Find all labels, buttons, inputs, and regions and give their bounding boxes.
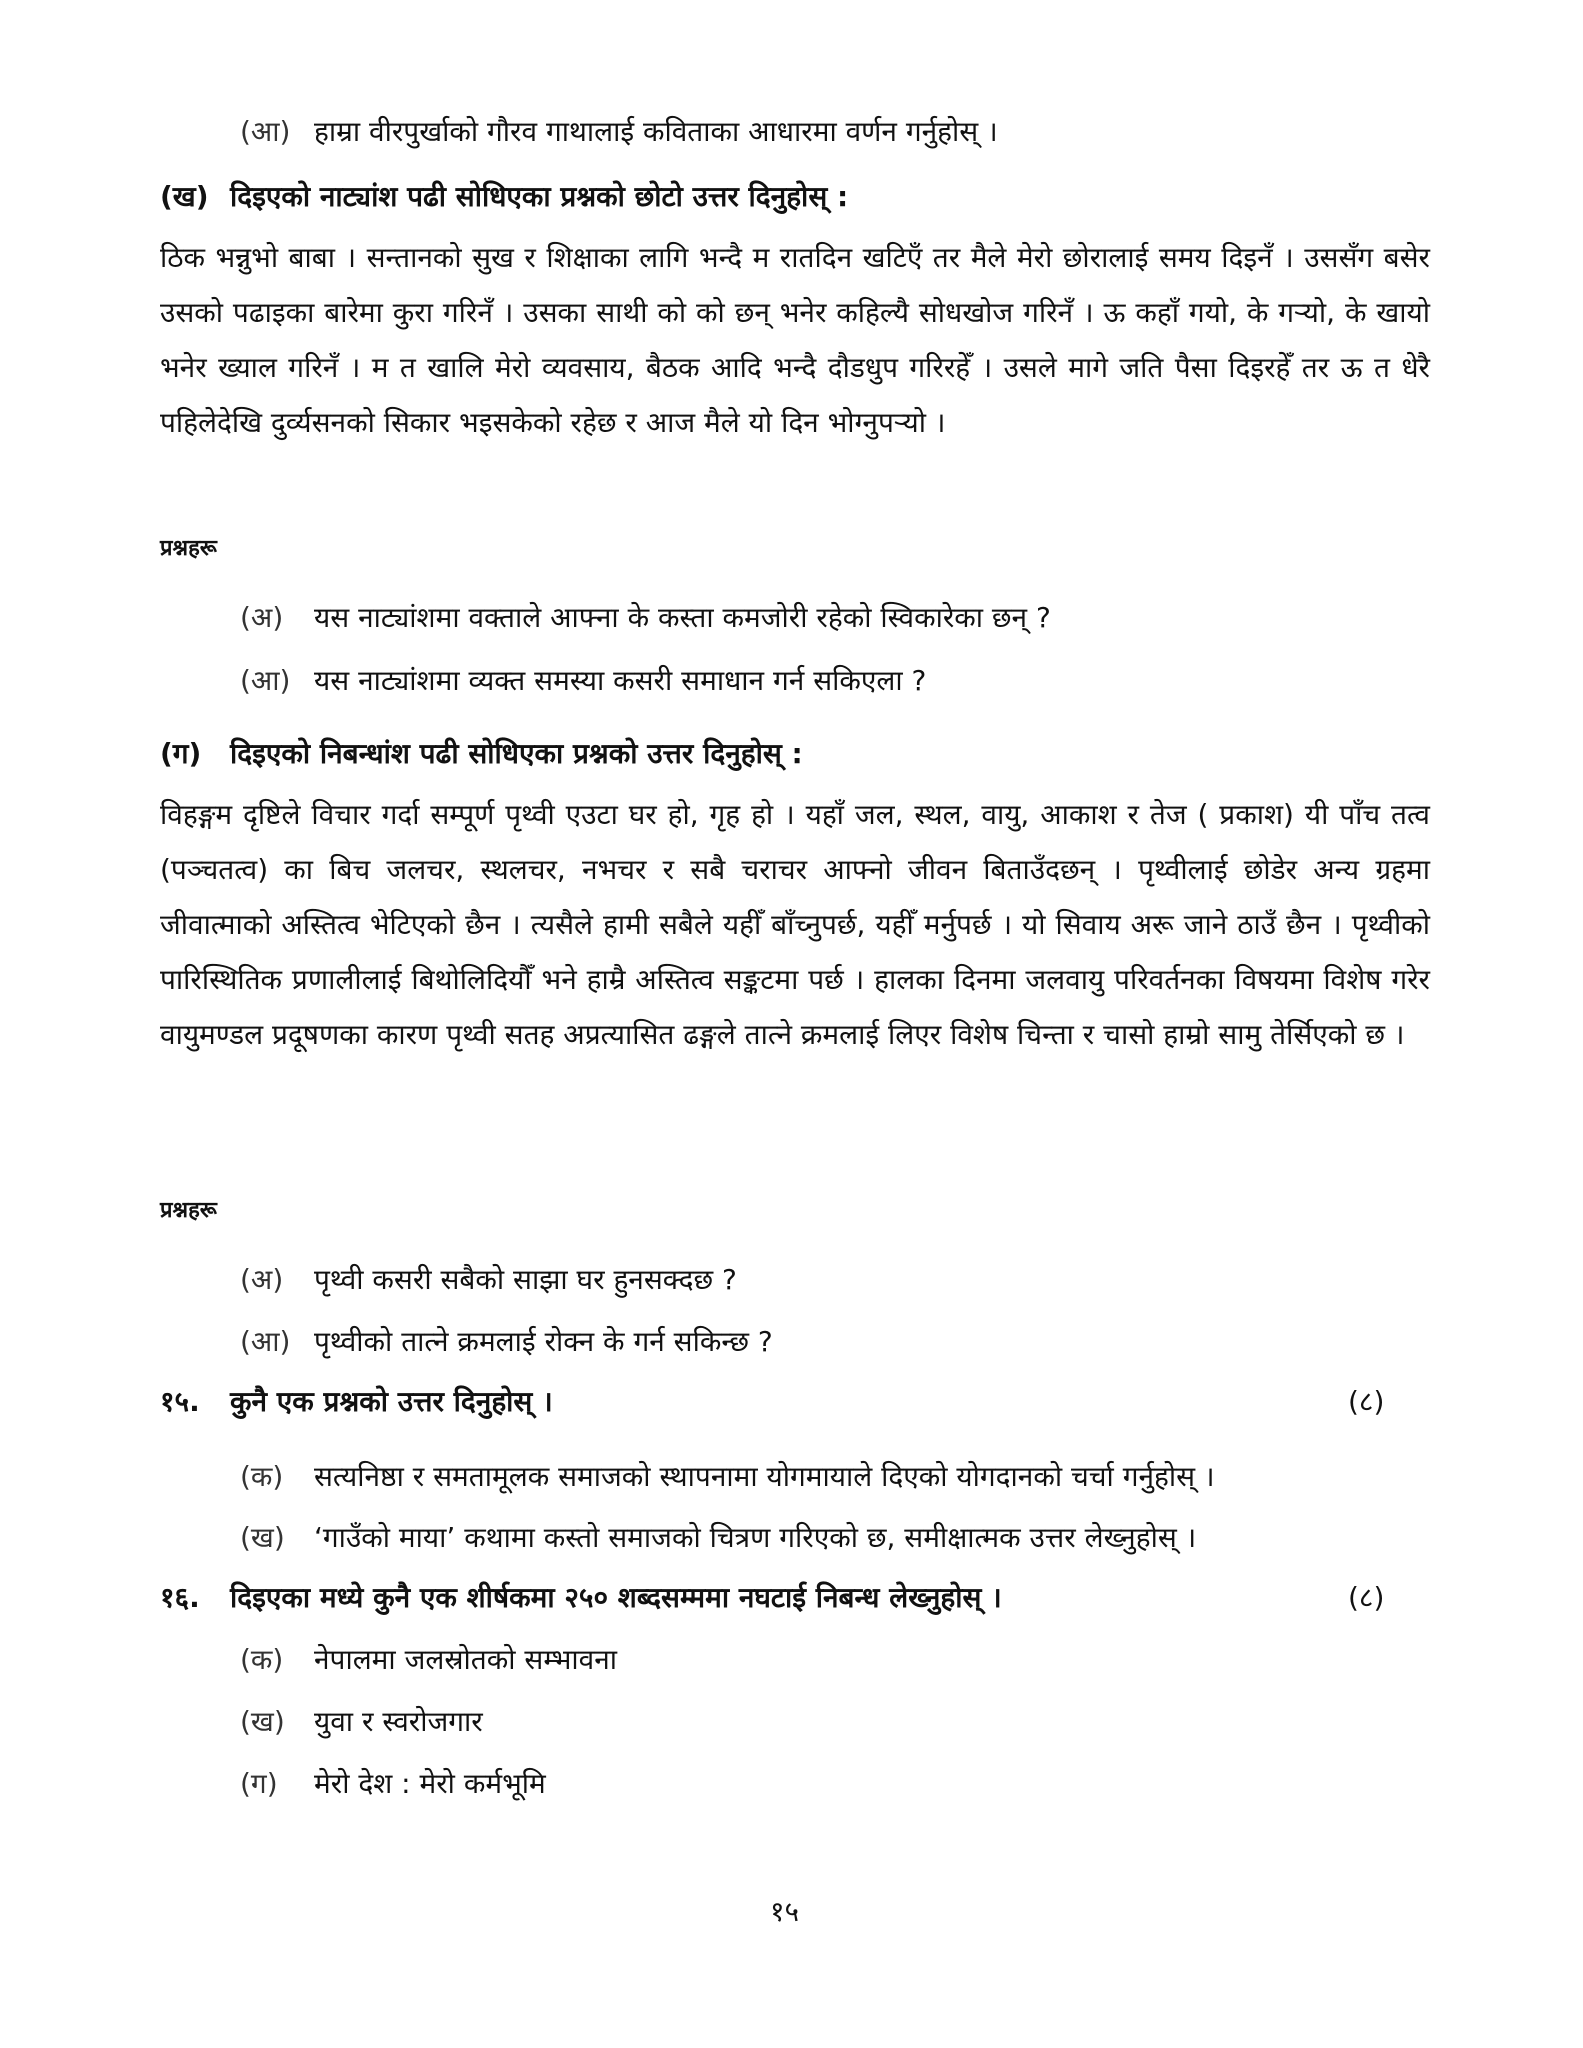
question-item: [240, 1322, 773, 1360]
essay-passage: विहङ्गम दृष्टिले विचार गर्दा सम्पूर्ण पृथ्वी एउटा घर हो, गृह हो । यहाँ जल, स्थल, वायु, आकाश र तेज ( प्रकाश) यी पाँच तत्व (पञ्चतत्व) का बिच जलचर, स्थलचर, नभचर र सबै चराचर आफ्नो जीवन बिताउँदछन् । पृथ्वीलाई छोडेर अन्य ग्रहमा जीवात्माको अस्तित्व भेटिएको छैन । त्यसैले हामी सबैले यहीँ बाँच्नुपर्छ, यहीँ मर्नुपर्छ । यो सिवाय अरू जाने ठाउँ छैन । पृथ्वीको पारिस्थितिक प्रणालीलाई बिथोलिदियौँ भने हाम्रै अस्तित्व सङ्कटमा पर्छ । हालका दिनमा जलवायु परिवर्तनका विषयमा विशेष गरेर वायुमण्डल प्रदूषणका कारण पृथ्वी सतह अप्रत्यासित ढङ्गले तात्ने क्रमलाई लिएर विशेष चिन्ता र चासो हाम्रो सामु तेर्सिएको छ ।: [160, 798, 1430, 1051]
section-label: (ग): [160, 737, 202, 770]
section-ga-heading: [160, 734, 803, 772]
section-kha-heading: [160, 177, 848, 215]
item-label: (आ): [240, 115, 291, 148]
item-text: यस नाट्यांशमा वक्ताले आफ्ना के कस्ता कमजोरी रहेको स्विकारेका छन् ?: [314, 601, 1051, 634]
item-text: मेरो देश : मेरो कर्मभूमि: [314, 1767, 546, 1800]
questions-title: प्रश्नहरू: [160, 536, 217, 561]
section-label: (ख): [160, 180, 209, 213]
item-label: (क): [240, 1643, 284, 1676]
option-item: [240, 1518, 1196, 1556]
item-text: हाम्रा वीरपुर्खाको गौरव गाथालाई कविताका आधारमा वर्णन गर्नुहोस् ।: [314, 115, 998, 148]
option-item: [240, 1457, 1215, 1495]
question-16-marks: (८): [1348, 1581, 1385, 1614]
section-heading-text: दिइएको निबन्धांश पढी सोधिएका प्रश्नको उत्तर दिनुहोस् :: [230, 737, 803, 770]
page-number: १५: [770, 1895, 800, 1928]
question-item: [240, 1260, 737, 1298]
section-heading-text: दिइएको नाट्यांश पढी सोधिएका प्रश्नको छोटो उत्तर दिनुहोस् :: [230, 180, 849, 213]
option-item: [240, 1764, 546, 1802]
item-text: सत्यनिष्ठा र समतामूलक समाजको स्थापनामा योगमायाले दिएको योगदानको चर्चा गर्नुहोस् ।: [314, 1460, 1215, 1493]
question-number: १६.: [160, 1581, 200, 1614]
question-heading-text: कुनै एक प्रश्नको उत्तर दिनुहोस् ।: [230, 1385, 553, 1418]
item-label: (अ): [240, 1263, 284, 1296]
questions-title: प्रश्नहरू: [160, 1198, 217, 1223]
item-label: (ख): [240, 1521, 285, 1554]
question-heading-text: दिइएका मध्ये कुनै एक शीर्षकमा २५० शब्दसम्ममा नघटाई निबन्ध लेख्नुहोस् ।: [230, 1581, 1002, 1614]
question-item: [240, 661, 926, 699]
item-text: पृथ्वीको तात्ने क्रमलाई रोक्न के गर्न सकिन्छ ?: [314, 1325, 773, 1358]
question-15-heading: [160, 1382, 553, 1420]
item-text: यस नाट्यांशमा व्यक्त समस्या कसरी समाधान गर्न सकिएला ?: [314, 664, 927, 697]
item-label: (आ): [240, 1325, 291, 1358]
item-label: (क): [240, 1460, 284, 1493]
item-text: ‘गाउँको माया’ कथामा कस्तो समाजको चित्रण गरिएको छ, समीक्षात्मक उत्तर लेख्नुहोस् ।: [314, 1521, 1197, 1554]
item-label: (अ): [240, 601, 284, 634]
option-item: [240, 1702, 483, 1740]
question-16-heading: [160, 1578, 1002, 1616]
item-text: नेपालमा जलस्रोतको सम्भावना: [314, 1643, 618, 1676]
question-15-marks: (८): [1348, 1385, 1385, 1418]
prev-question-item: [240, 112, 998, 150]
drama-passage: ठिक भन्नुभो बाबा । सन्तानको सुख र शिक्षाका लागि भन्दै म रातदिन खटिएँ तर मैले मेरो छोरालाई समय दिइनँ । उससँग बसेर उसको पढाइका बारेमा कुरा गरिनँ । उसका साथी को को छन् भनेर कहिल्यै सोधखोज गरिनँ । ऊ कहाँ गयो, के गऱ्यो, के खायो भनेर ख्याल गरिनँ । म त खालि मेरो व्यवसाय, बैठक आदि भन्दै दौडधुप गरिरहेँ । उसले मागे जति पैसा दिइरहेँ तर ऊ त धेरै पहिलेदेखि दुर्व्यसनको सिकार भइसकेको रहेछ र आज मैले यो दिन भोग्नुपऱ्यो ।: [160, 241, 1430, 439]
item-text: युवा र स्वरोजगार: [314, 1705, 483, 1738]
question-number: १५.: [160, 1385, 200, 1418]
item-label: (आ): [240, 664, 291, 697]
item-text: पृथ्वी कसरी सबैको साझा घर हुनसक्दछ ?: [314, 1263, 737, 1296]
item-label: (ख): [240, 1705, 285, 1738]
item-label: (ग): [240, 1767, 278, 1800]
question-item: [240, 598, 1051, 636]
option-item: [240, 1640, 617, 1678]
